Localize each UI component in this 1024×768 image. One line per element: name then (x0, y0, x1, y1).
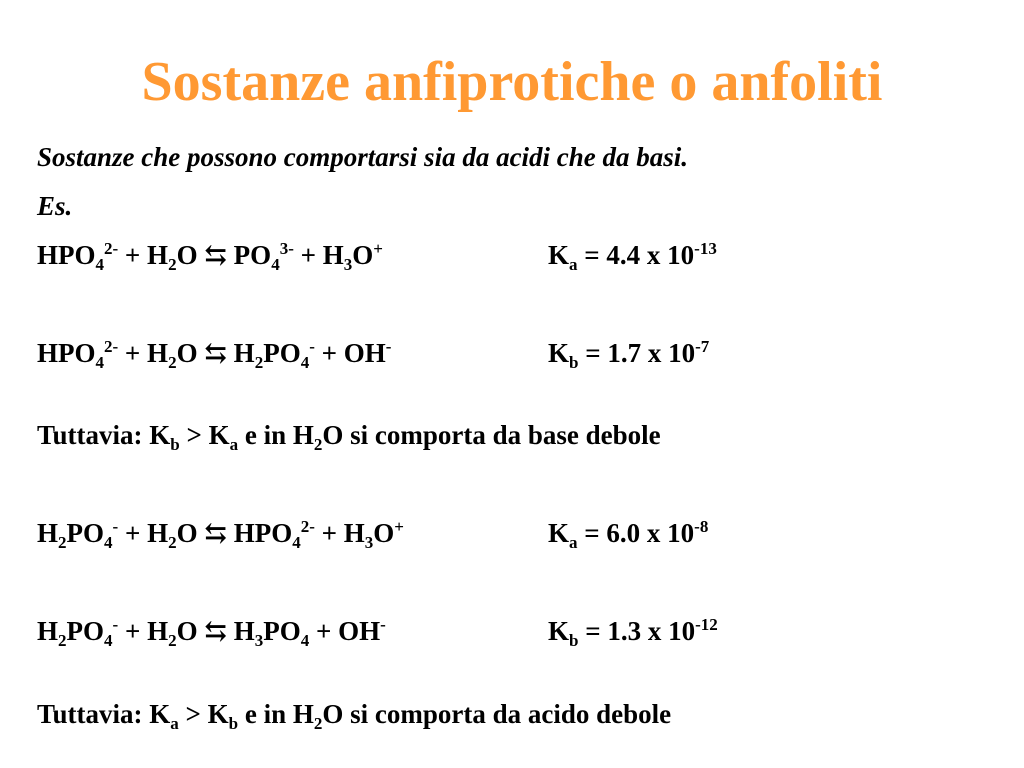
superscript: 3- (279, 239, 294, 258)
subscript: 2 (58, 533, 67, 552)
superscript: 2- (104, 239, 119, 258)
subscript: 3 (254, 631, 264, 650)
text-segment: + H (118, 240, 169, 270)
text-segment: O ⇆ H (176, 616, 255, 646)
superscript: + (373, 239, 383, 258)
superscript: -13 (694, 239, 717, 258)
reaction-1-constant (548, 238, 717, 272)
text-segment: PO (263, 616, 301, 646)
text-segment: Tuttavia: K (37, 420, 171, 450)
superscript: - (112, 615, 119, 634)
subscript: 4 (300, 353, 310, 372)
text-segment: K (548, 240, 570, 270)
text-segment: O si comporta da base debole (322, 420, 661, 450)
text-segment: O si comporta da acido debole (322, 699, 672, 729)
reaction-4-constant (548, 614, 718, 648)
superscript: -7 (695, 337, 710, 356)
subscript: 3 (343, 255, 353, 274)
reaction-2-equation (37, 336, 391, 370)
subscript: 3 (364, 533, 374, 552)
subscript: a (229, 435, 239, 454)
text-segment: O ⇆ H (176, 338, 255, 368)
conclusion-1 (37, 418, 661, 452)
text-segment: O (352, 240, 374, 270)
superscript: 2- (104, 337, 119, 356)
subscript: 4 (104, 533, 113, 552)
text-segment: e in H (238, 699, 314, 729)
text-segment: = 6.0 x 10 (577, 518, 695, 548)
text-segment: O ⇆ PO (176, 240, 272, 270)
example-label: Es. (37, 191, 73, 221)
conclusion-2 (37, 697, 671, 731)
subscript: a (569, 533, 578, 552)
subscript: 4 (95, 255, 104, 274)
superscript: - (112, 517, 119, 536)
slide-title: Sostanze anfiprotiche o anfoliti (141, 51, 883, 113)
text-segment: > K (179, 420, 230, 450)
subscript: 4 (271, 255, 280, 274)
text-segment: O ⇆ HPO (176, 518, 293, 548)
superscript: -12 (695, 615, 718, 634)
reaction-1-equation (37, 238, 383, 272)
subscript: 2 (168, 533, 177, 552)
text-segment: HPO (37, 240, 96, 270)
subscript: 2 (254, 353, 264, 372)
subscript: b (170, 435, 180, 454)
text-segment: H (37, 616, 59, 646)
text-segment: + OH (309, 616, 381, 646)
text-segment: O (373, 518, 395, 548)
reaction-2-constant (548, 336, 709, 370)
subscript: 2 (168, 255, 177, 274)
subscript: 2 (313, 714, 323, 733)
text-segment: + H (118, 338, 169, 368)
subscript: 2 (58, 631, 67, 650)
text-segment: Tuttavia: K (37, 699, 171, 729)
reaction-3-equation (37, 516, 404, 550)
superscript: - (385, 337, 392, 356)
text-segment: K (548, 616, 570, 646)
subscript: 2 (168, 353, 177, 372)
text-segment: = 4.4 x 10 (577, 240, 695, 270)
subscript: b (569, 631, 579, 650)
subscript: a (170, 714, 179, 733)
text-segment: HPO (37, 338, 96, 368)
superscript: - (380, 615, 386, 634)
subscript: b (569, 353, 579, 372)
text-segment: K (548, 338, 570, 368)
subscript: b (228, 714, 239, 733)
text-segment: PO (263, 338, 301, 368)
text-segment: + H (293, 240, 344, 270)
text-segment: = 1.7 x 10 (578, 338, 696, 368)
subscript: 4 (104, 631, 113, 650)
superscript: -8 (694, 517, 709, 536)
intro-text: Sostanze che possono comportarsi sia da acidi che da basi. (37, 142, 689, 172)
subscript: 2 (168, 631, 177, 650)
text-segment: K (548, 518, 570, 548)
subscript: 2 (313, 435, 323, 454)
subscript: 4 (95, 353, 104, 372)
text-segment: + H (118, 518, 169, 548)
text-segment: e in H (238, 420, 314, 450)
text-segment: H (37, 518, 59, 548)
reaction-4-equation (37, 614, 386, 648)
superscript: + (394, 517, 404, 536)
reaction-3-constant (548, 516, 708, 550)
text-segment: + H (314, 518, 365, 548)
text-segment: > K (178, 699, 229, 729)
text-segment: + OH (314, 338, 386, 368)
subscript: 4 (300, 631, 310, 650)
text-segment: + H (118, 616, 169, 646)
text-segment: PO (66, 616, 105, 646)
superscript: - (309, 337, 315, 356)
subscript: a (569, 255, 578, 274)
text-segment: = 1.3 x 10 (578, 616, 696, 646)
superscript: 2- (300, 517, 315, 536)
text-segment: PO (66, 518, 105, 548)
subscript: 4 (292, 533, 301, 552)
